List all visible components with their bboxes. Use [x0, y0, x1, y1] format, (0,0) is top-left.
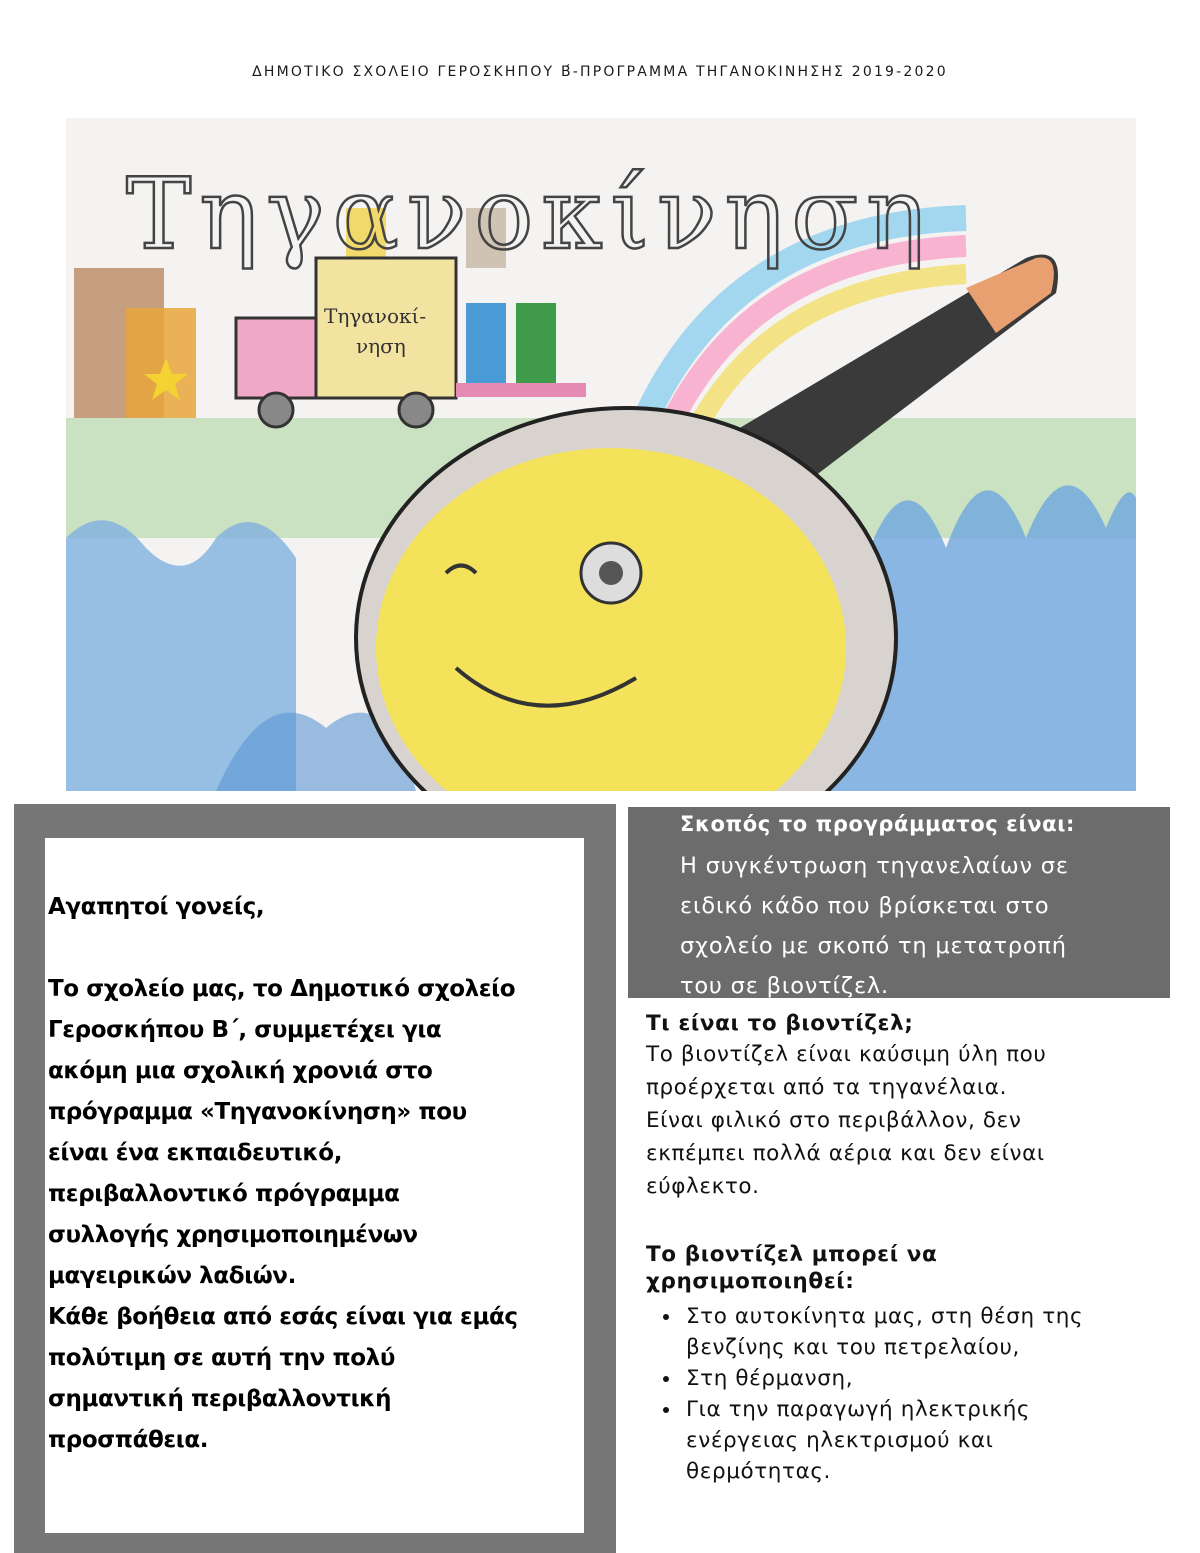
- goal-line: Η συγκέντρωση τηγανελαίων σε: [680, 853, 1069, 879]
- uses-list-item: • Για την παραγωγή ηλεκτρικής ενέργειας ηλεκτρισμού και θερμότητας.: [682, 1394, 1126, 1487]
- letter-greeting: Αγαπητοί γονείς,: [48, 894, 265, 920]
- biodiesel-line: προέρχεται από τα τηγανέλαια.: [646, 1075, 1008, 1100]
- letter-line: προσπάθεια.: [48, 1427, 209, 1453]
- what-is-biodiesel-heading: Τι είναι το βιοντίζελ;: [646, 1011, 914, 1036]
- uses-list-item: • Στο αυτοκίνητα μας, στη θέση της βενζίνης και του πετρελαίου,: [682, 1301, 1126, 1363]
- letter-line: ακόμη μια σχολική χρονιά στο: [48, 1058, 433, 1084]
- child-drawing-illustration: [66, 118, 1136, 791]
- letter-line: Κάθε βοήθεια από εσάς είναι για εμάς: [48, 1304, 518, 1330]
- uses-list: [646, 1301, 1126, 1487]
- letter-line: πολύτιμη σε αυτή την πολύ: [48, 1345, 395, 1371]
- truck-label-line2: νηση: [356, 334, 406, 358]
- letter-line: συλλογής χρησιμοποιημένων: [48, 1222, 418, 1248]
- letter-line: πρόγραμμα «Τηγανοκίνηση» που: [48, 1099, 467, 1125]
- page-header: ΔΗΜΟΤΙΚΟ ΣΧΟΛΕΙΟ ΓΕΡΟΣΚΗΠΟΥ Β́-ΠΡΟΓΡΑΜΜΑ ΤΗΓΑΝΟΚΙΝΗΣΗΣ 2019-2020: [252, 64, 948, 80]
- goal-line: του σε βιοντίζελ.: [680, 973, 889, 999]
- goal-line: σχολείο με σκοπό τη μετατροπή: [680, 933, 1067, 959]
- uses-list-item: • Στη θέρμανση,: [682, 1363, 1126, 1394]
- uses-heading-line1: Το βιοντίζελ μπορεί να: [646, 1242, 938, 1267]
- letter-line: σημαντική περιβαλλοντική: [48, 1386, 392, 1412]
- letter-line: Το σχολείο μας, το Δημοτικό σχολείο: [48, 976, 516, 1002]
- goal-text: [680, 846, 1150, 1006]
- uses-heading-line2: χρησιμοποιηθεί:: [646, 1269, 855, 1294]
- biodiesel-line: εκπέμπει πολλά αέρια και δεν είναι: [646, 1141, 1045, 1166]
- biodiesel-section: [646, 1010, 1126, 1487]
- parents-letter: [48, 887, 608, 1461]
- biodiesel-line: εύφλεκτο.: [646, 1174, 760, 1199]
- biodiesel-line: Είναι φιλικό στο περιβάλλον, δεν: [646, 1108, 1022, 1133]
- goal-title: Σκοπός το προγράμματος είναι:: [680, 812, 1075, 836]
- letter-line: είναι ένα εκπαιδευτικό,: [48, 1140, 343, 1166]
- letter-line: Γεροσκήπου Β΄, συμμετέχει για: [48, 1017, 442, 1043]
- truck-label-line1: Τηγανοκί-: [324, 304, 427, 328]
- letter-line: μαγειρικών λαδιών.: [48, 1263, 296, 1289]
- letter-line: περιβαλλοντικό πρόγραμμα: [48, 1181, 400, 1207]
- goal-line: ειδικό κάδο που βρίσκεται στο: [680, 893, 1050, 919]
- drawing-title-word: Τηγανοκίνηση: [126, 158, 933, 272]
- biodiesel-line: Το βιοντίζελ είναι καύσιμη ύλη που: [646, 1042, 1047, 1067]
